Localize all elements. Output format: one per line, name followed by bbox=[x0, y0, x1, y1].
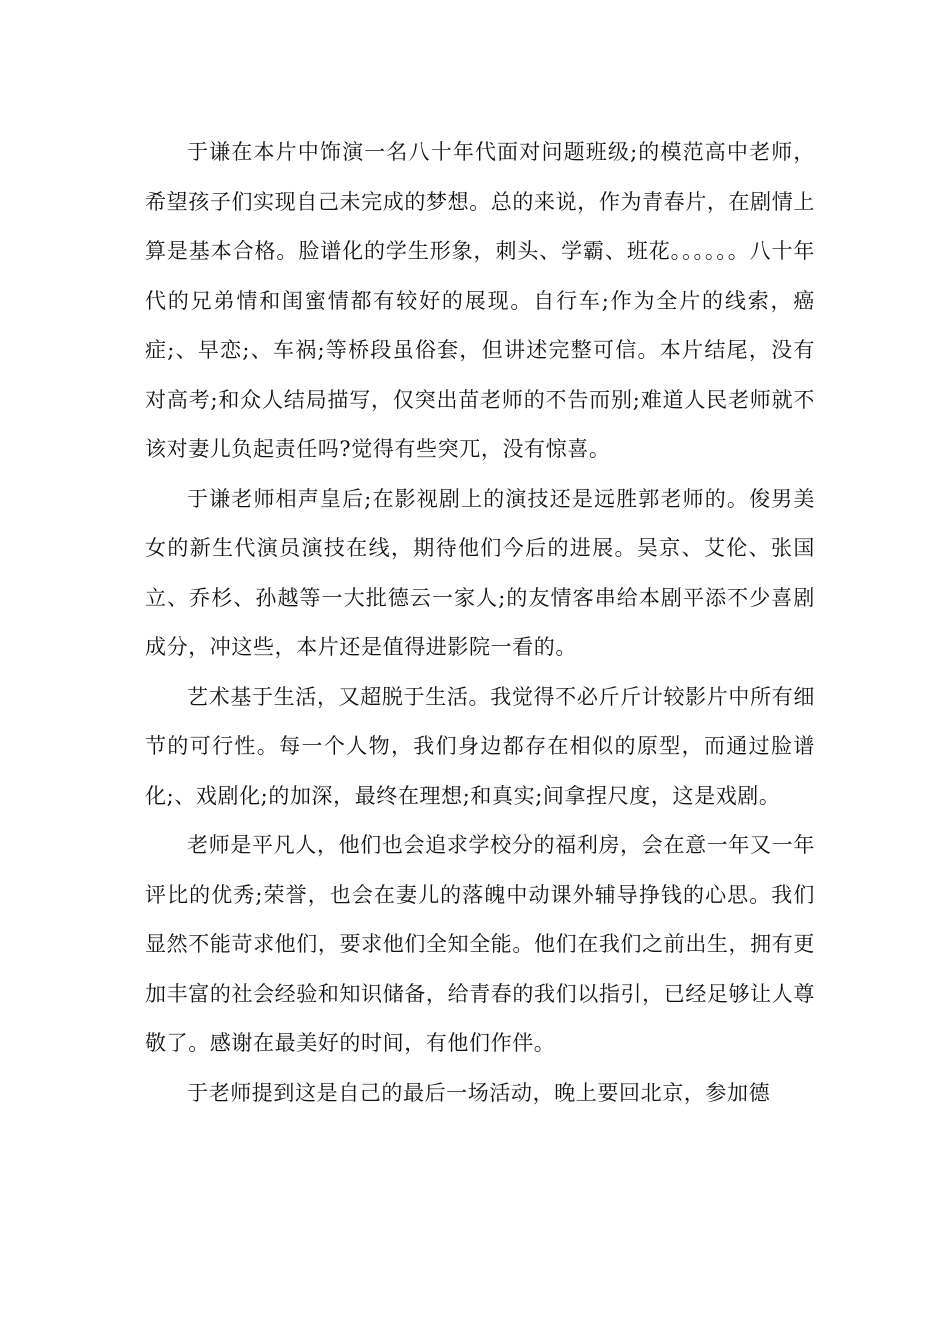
paragraph-5: 于老师提到这是自己的最后一场活动，晚上要回北京，参加德 bbox=[187, 1080, 771, 1105]
paragraph-3: 艺术基于生活，又超脱于生活。我觉得不必斤斤计较影片中所有细节的可行性。每一个人物，我们身边都存在相似的原型，而通过脸谱化;、戏剧化;的加深，最终在理想;和真实;间拿捏尺度，这是戏剧。 bbox=[145, 684, 815, 808]
paragraph-2: 于谦老师相声皇后;在影视剧上的演技还是远胜郭老师的。俊男美女的新生代演员演技在线，期待他们今后的进展。吴京、艾伦、张国立、乔杉、孙越等一大批德云一家人;的友情客串给本剧平添不少喜剧成分，冲这些，本片还是值得进影院一看的。 bbox=[145, 486, 815, 659]
paragraph-4: 老师是平凡人，他们也会追求学校分的福利房，会在意一年又一年评比的优秀;荣誉，也会在妻儿的落魄中动课外辅导挣钱的心思。我们显然不能苛求他们，要求他们全知全能。他们在我们之前出生，拥有更加丰富的社会经验和知识储备，给青春的我们以指引，已经足够让人尊敬了。感谢在最美好的时间，有他们作伴。 bbox=[145, 833, 815, 1055]
document-body bbox=[145, 128, 815, 1118]
paragraph-1: 于谦在本片中饰演一名八十年代面对问题班级;的模范高中老师，希望孩子们实现自己未完成的梦想。总的来说，作为青春片，在剧情上算是基本合格。脸谱化的学生形象，刺头、学霸、班花。。。。。。八十年代的兄弟情和闺蜜情都有较好的展现。自行车;作为全片的线索，癌症;、早恋;、车祸;等桥段虽俗套，但讲述完整可信。本片结尾，没有对高考;和众人结局描写，仅突出苗老师的不告而别;难道人民老师就不该对妻儿负起责任吗?觉得有些突兀，没有惊喜。 bbox=[145, 140, 815, 461]
